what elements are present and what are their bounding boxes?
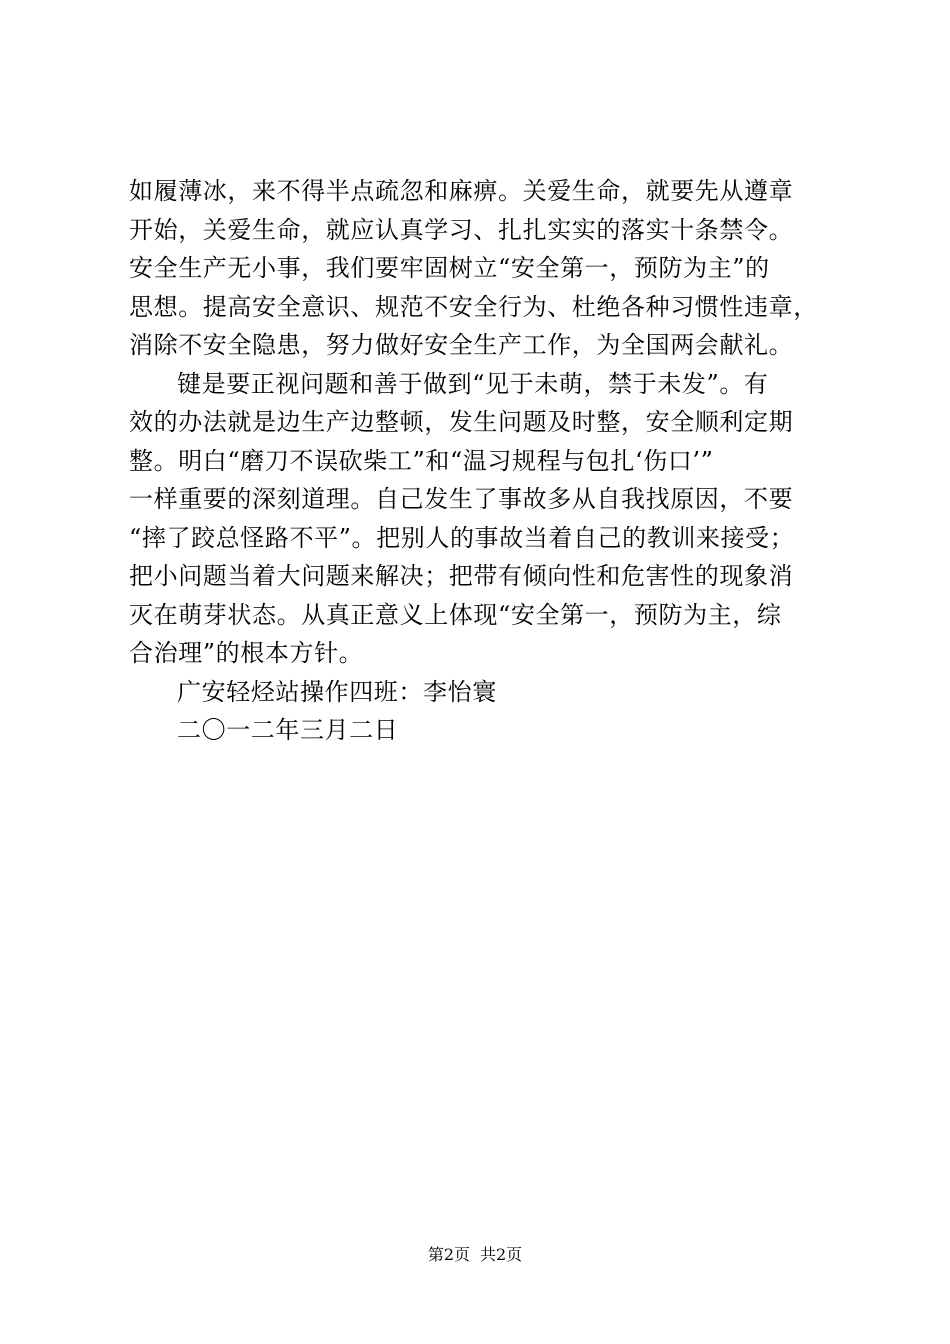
text-line: 灭在萌芽状态。从真正意义上体现“安全第一，预防为主，综 xyxy=(129,600,782,629)
text-line: 效的办法就是边生产边整顿，发生问题及时整，安全顺利定期 xyxy=(129,408,794,436)
signature-line: 广安轻烃站操作四班：李怡寰 xyxy=(177,677,497,706)
page-total: 共2页 xyxy=(480,1245,523,1264)
paragraph-start-line: 键是要正视问题和善于做到“见于未萌，禁于未发”。有 xyxy=(177,369,769,398)
text-line: 开始，关爱生命，就应认真学习、扎扎实实的落实十条禁令。 xyxy=(129,215,794,244)
page-footer xyxy=(0,1245,950,1265)
text-line: 消除不安全隐患，努力做好安全生产工作，为全国两会献礼。 xyxy=(129,331,794,359)
page-number: 第2页 xyxy=(427,1245,470,1264)
text-line: 如履薄冰，来不得半点疏忽和麻痹。关爱生命，就要先从遵章 xyxy=(129,177,794,205)
text-line: 思想。提高安全意识、规范不安全行为、杜绝各种习惯性违章， xyxy=(129,292,818,321)
text-line: 合治理”的根本方针。 xyxy=(129,639,364,667)
text-line: 一样重要的深刻道理。自己发生了事故多从自我找原因，不要 xyxy=(129,485,794,513)
date-line: 二〇一二年三月二日 xyxy=(177,716,399,744)
document-body xyxy=(129,172,841,750)
text-line: 安全生产无小事，我们要牢固树立“安全第一，预防为主”的 xyxy=(129,254,770,282)
text-line: 整。明白“磨刀不误砍柴工”和“温习规程与包扎‘伤口’” xyxy=(129,446,714,475)
text-line: “摔了跤总怪路不平”。把别人的事故当着自己的教训来接受； xyxy=(129,523,795,552)
text-line: 把小问题当着大问题来解决；把带有倾向性和危害性的现象消 xyxy=(129,562,794,590)
